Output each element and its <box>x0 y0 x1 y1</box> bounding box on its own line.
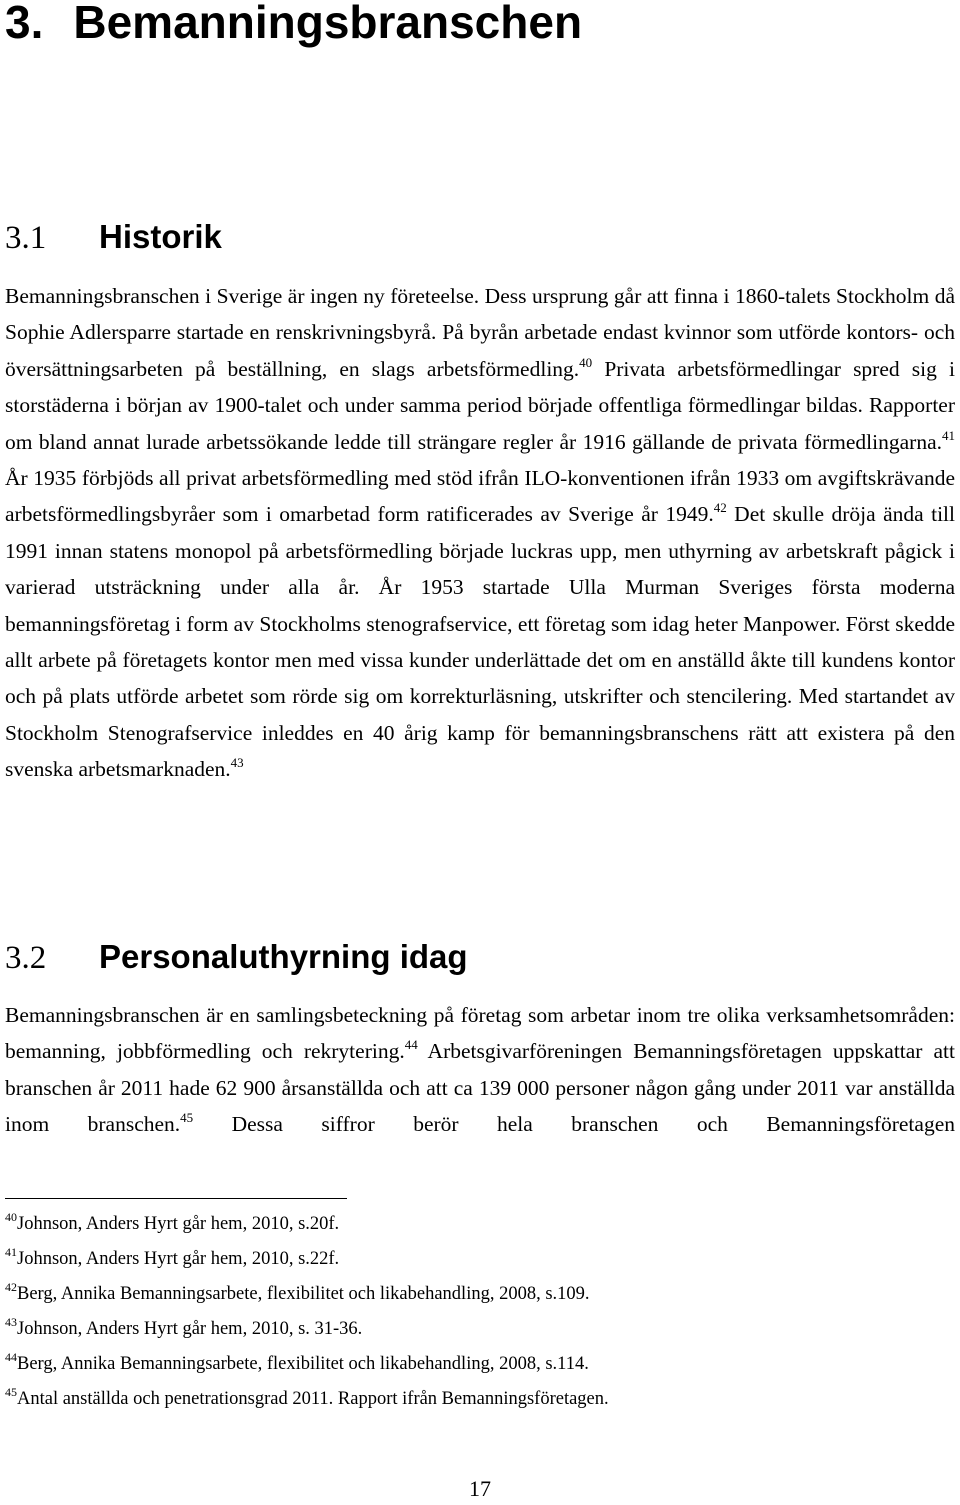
section-number: 3.1 <box>5 220 47 256</box>
footnote-reference: 45 <box>180 1110 194 1126</box>
text-run: Bemanningsbranschen är en samlingsbeteckning på företag som arbetar inom tre olika verksamhetsområden: bemanning, jobbförmedling och rekrytering. <box>5 1003 955 1064</box>
paragraph-personaluthyrning <box>5 997 955 1143</box>
section-title: Historik <box>99 218 222 255</box>
footnote-text: Berg, Annika Bemanningsarbete, flexibilitet och likabehandling, 2008, s.109. <box>17 1284 590 1304</box>
footnote-number: 41 <box>5 1245 17 1259</box>
section-heading-personaluthyrning <box>5 937 468 978</box>
footnote-number: 45 <box>5 1385 17 1399</box>
footnote-reference: 43 <box>230 755 244 771</box>
section-title: Personaluthyrning idag <box>99 938 468 975</box>
page-number: 17 <box>469 1476 491 1501</box>
text-run: Bemanningsbranschen i Sverige är ingen ny företeelse. Dess ursprung går att finna i 1860-talets Stockholm då Sophie Adlersparre startade en renskrivningsbyrå. På byrån arbetade endast kvinnor som utförde kontors- och översättningsarbeten på beställning, en slags arbetsförmedling. <box>5 284 955 381</box>
footnote <box>5 1247 339 1271</box>
section-heading-historik <box>5 217 222 258</box>
footnote-text: Berg, Annika Bemanningsarbete, flexibilitet och likabehandling, 2008, s.114. <box>17 1354 589 1374</box>
footnote-number: 42 <box>5 1280 17 1294</box>
text-run: Dessa siffror berör hela branschen och Bemanningsföretagen <box>193 1112 955 1137</box>
footnote-number: 43 <box>5 1315 17 1329</box>
text-run: Privata arbetsförmedlingar spred sig i storstäderna i början av 1900-talet och under samma period började offentliga förmedlingar bildas. Rapporter om bland annat lurade arbetssökande ledde till strängare regler år 1916 gällande de privata förmedlingarna. <box>5 356 955 454</box>
footnote-text: Johnson, Anders Hyrt går hem, 2010, s. 31-36. <box>17 1319 363 1339</box>
text-run: Det skulle dröja ända till 1991 innan statens monopol på arbetsförmedling började luckras upp, men uthyrning av arbetskraft pågick i varierad utsträckning under alla år. År 1953 startade Ulla Murman Sveriges första moderna bemanningsföretag i form av Stockholms stenografservice, ett företag som idag heter Manpower. Först skedde allt arbete på företagets kontor men med vissa kunder underlättade det om en anställd åkte till kundens kontor och på plats utförde arbetet som rörde sig om korrekturläsning, utskrifter och stencilering. Med startandet av Stockholm Stenografservice inleddes en 40 årig kamp för bemanningsbranschens rätt att existera på den svenska arbetsmarknaden. <box>5 502 955 782</box>
chapter-heading <box>5 0 582 50</box>
footnote-text: Johnson, Anders Hyrt går hem, 2010, s.20f. <box>17 1214 340 1234</box>
footnote <box>5 1212 339 1236</box>
text-run: År 1935 förbjöds all privat arbetsförmedling med stöd ifrån ILO-konventionen ifrån 1933 om avgiftskrävande arbetsförmedlingsbyråer som i omarbetad form ratificerades av Sverige år 1949. <box>5 466 955 527</box>
footnote-text: Antal anställda och penetrationsgrad 2011. Rapport ifrån Bemanningsföretagen. <box>17 1389 609 1409</box>
chapter-title: Bemanningsbranschen <box>73 0 583 48</box>
section-number: 3.2 <box>5 940 47 976</box>
paragraph-historik <box>5 278 955 788</box>
footnote-number: 40 <box>5 1210 17 1224</box>
footnote <box>5 1387 609 1411</box>
footnote <box>5 1317 362 1341</box>
footnote-separator <box>5 1198 347 1199</box>
footnote <box>5 1352 589 1376</box>
footnote-reference: 44 <box>404 1037 418 1053</box>
text-run: Arbetsgivarföreningen Bemanningsföretagen uppskattar att branschen år 2011 hade 62 900 årsanställda och att ca 139 000 personer någon gång under 2011 var anställda inom branschen. <box>5 1039 955 1137</box>
footnote-reference: 42 <box>713 500 727 516</box>
footnote-reference: 40 <box>579 354 593 370</box>
chapter-number: 3. <box>5 0 44 48</box>
footnote-reference: 41 <box>942 427 955 443</box>
footnote-number: 44 <box>5 1350 17 1364</box>
footnote-text: Johnson, Anders Hyrt går hem, 2010, s.22f. <box>17 1249 340 1269</box>
footnote <box>5 1282 590 1306</box>
